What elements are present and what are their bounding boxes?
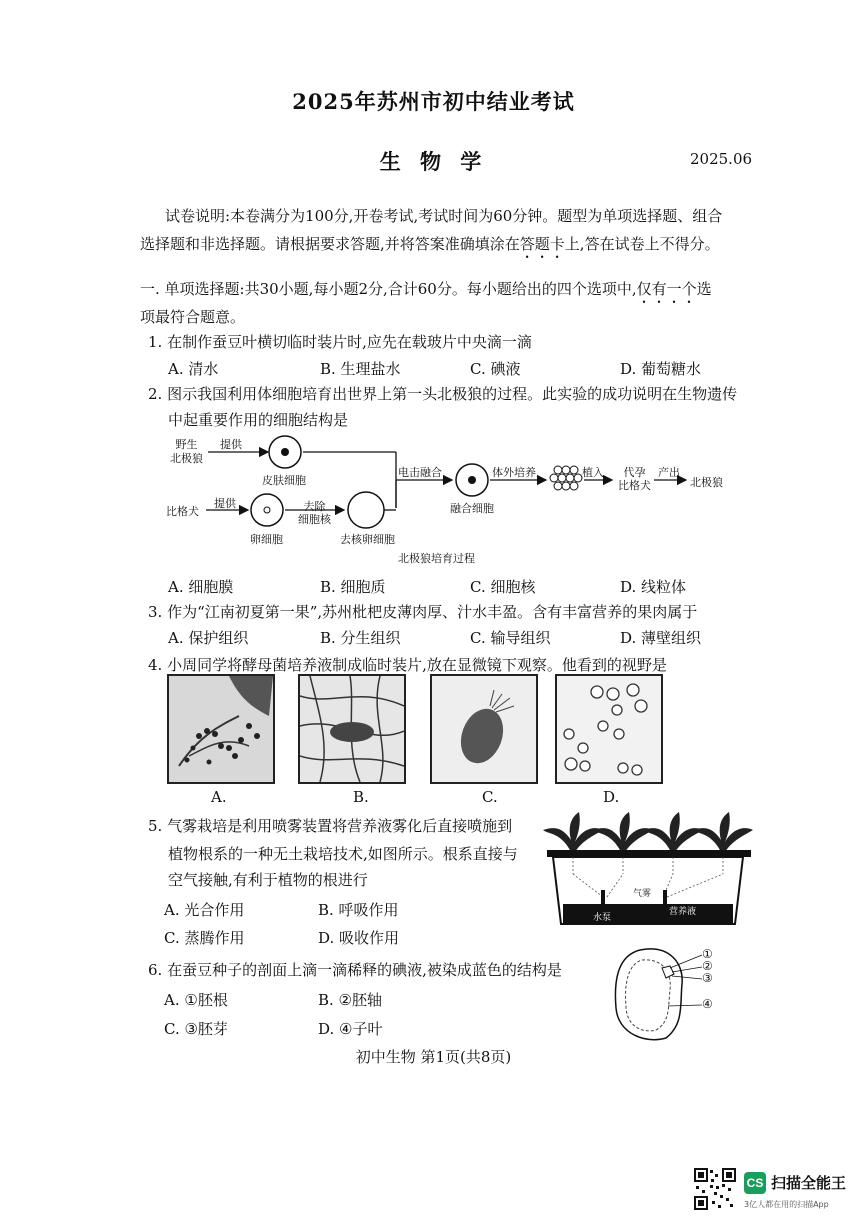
q2-option-b: B. 细胞质 <box>320 578 386 596</box>
instructions-line-2c: 上,答在试卷上不得分。 <box>564 235 720 253</box>
q4-label-c: C. <box>482 788 498 806</box>
q1-option-c: C. 碘液 <box>470 360 521 378</box>
seed-label-4: ④ <box>702 997 713 1011</box>
only-one-emphasis: 仅有一个 <box>636 280 697 298</box>
q3-option-a: A. 保护组织 <box>168 629 249 647</box>
provide-label-1: 提供 <box>220 438 242 451</box>
arctic-wolf-process-diagram <box>160 430 760 570</box>
implant-label: 植入 <box>582 466 604 479</box>
q5-stem-line-1: 5. 气雾栽培是利用喷雾装置将营养液雾化后直接喷施到 <box>148 817 513 835</box>
q4-label-a: A. <box>211 788 227 806</box>
fibers-image <box>300 676 404 782</box>
app-tagline: 3亿人都在用的扫描App <box>744 1200 829 1209</box>
seed-label-1: ① <box>702 947 713 961</box>
q2-option-a: A. 细胞膜 <box>168 578 234 596</box>
q6-option-a: A. ①胚根 <box>164 991 228 1009</box>
camscanner-logo-icon: CS <box>744 1172 766 1194</box>
qr-code-icon <box>694 1168 736 1210</box>
seed-label-3: ③ <box>702 971 713 985</box>
seed-label-2: ② <box>702 959 713 973</box>
diagram-caption: 北极狼培育过程 <box>398 552 475 565</box>
q2-stem-line-2: 中起重要作用的细胞结构是 <box>168 411 349 429</box>
app-name: 扫描全能王 <box>771 1174 847 1192</box>
microscope-view-c <box>430 674 538 784</box>
instructions-line-2 <box>140 230 720 262</box>
aeroponics-figure <box>543 812 755 928</box>
nutrient-solution-label: 营养液 <box>669 907 697 917</box>
q5-stem-line-3: 空气接触,有利于植物的根进行 <box>168 871 368 889</box>
microscope-view-b <box>298 674 406 784</box>
section1-line-1c: 选 <box>696 280 712 298</box>
q5-option-a: A. 光合作用 <box>164 901 245 919</box>
enucleated-egg-label: 去核卵细胞 <box>340 533 395 546</box>
exam-title: 2025年苏州市初中结业考试 <box>292 89 575 114</box>
q1-option-d: D. 葡萄糖水 <box>620 360 702 378</box>
surrogate-beagle-label: 代孕 比格犬 <box>618 466 651 492</box>
q1-option-b: B. 生理盐水 <box>320 360 401 378</box>
q3-stem: 3. 作为“江南初夏第一果”,苏州枇杷皮薄肉厚、汁水丰盈。含有丰富营养的果肉属于 <box>148 603 698 621</box>
q5-option-b: B. 呼吸作用 <box>318 901 399 919</box>
arctic-wolf-result-label: 北极狼 <box>690 476 723 489</box>
microscope-view-a <box>167 674 275 784</box>
aeroponics-image <box>543 812 755 928</box>
q4-label-b: B. <box>353 788 369 806</box>
skin-cell-label: 皮肤细胞 <box>262 474 306 487</box>
pump-label: 水泵 <box>593 910 611 923</box>
embryo-cluster-icon <box>550 466 582 490</box>
qr-code-image <box>694 1168 736 1210</box>
instructions-line-2a: 选择题和非选择题。请根据要求答题,并将答案准确填涂在 <box>140 235 520 253</box>
egg-cell-label: 卵细胞 <box>250 533 283 546</box>
q6-option-d: D. ④子叶 <box>318 1020 383 1038</box>
q6-stem: 6. 在蚕豆种子的剖面上滴一滴稀释的碘液,被染成蓝色的结构是 <box>148 961 562 979</box>
q5-option-d: D. 吸收作用 <box>318 929 400 947</box>
q5-stem-line-2: 植物根系的一种无土栽培技术,如图所示。根系直接与 <box>168 845 518 863</box>
section1-line-1a: 一. 单项选择题:共30小题,每小题2分,合计60分。每小题给出的四个选项中, <box>140 280 637 298</box>
remove-nucleus-label: 去除 细胞核 <box>298 500 331 526</box>
page-footer: 初中生物 第1页(共8页) <box>355 1048 512 1066</box>
beagle-label: 比格犬 <box>166 505 199 518</box>
in-vitro-culture-label: 体外培养 <box>492 466 536 479</box>
broad-bean-seed-figure <box>610 944 720 1044</box>
wild-wolf-label: 野生 北极狼 <box>170 438 203 465</box>
paramecium-image <box>432 676 536 782</box>
q2-stem-line-1: 2. 图示我国利用体细胞培育出世界上第一头北极狼的过程。此实验的成功说明在生物遗传 <box>148 385 738 403</box>
yeast-cells-image <box>557 676 661 782</box>
q4-label-d: D. <box>603 788 620 806</box>
instructions-line-1: 试卷说明:本卷满分为100分,开卷考试,考试时间为60分钟。题型为单项选择题、组合 <box>165 207 723 225</box>
microscope-view-d <box>555 674 663 784</box>
q6-option-b: B. ②胚轴 <box>318 991 383 1009</box>
q1-stem: 1. 在制作蚕豆叶横切临时装片时,应先在载玻片中央滴一滴 <box>148 333 532 351</box>
q4-stem: 4. 小周同学将酵母菌培养液制成临时装片,放在显微镜下观察。他看到的视野是 <box>148 656 667 674</box>
q6-option-c: C. ③胚芽 <box>164 1020 228 1038</box>
electric-fusion-label: 电击融合 <box>398 466 442 479</box>
q1-option-a: A. 清水 <box>168 360 219 378</box>
answer-card-emphasis: 答题卡 <box>519 235 565 253</box>
mold-hyphae-image <box>169 676 273 782</box>
section1-line-2: 项最符合题意。 <box>140 308 246 326</box>
q3-option-d: D. 薄壁组织 <box>620 629 702 647</box>
birth-label: 产出 <box>658 466 680 479</box>
subject-title: 生 物 学 <box>379 149 488 174</box>
exam-date: 2025.06 <box>690 150 753 168</box>
fused-cell-label: 融合细胞 <box>450 502 494 515</box>
q3-option-b: B. 分生组织 <box>320 629 401 647</box>
provide-label-2: 提供 <box>214 497 236 510</box>
q2-option-c: C. 细胞核 <box>470 578 536 596</box>
mist-label: 气雾 <box>633 889 652 899</box>
q3-option-c: C. 输导组织 <box>470 629 551 647</box>
q5-option-c: C. 蒸腾作用 <box>164 929 245 947</box>
q2-option-d: D. 线粒体 <box>620 578 687 596</box>
